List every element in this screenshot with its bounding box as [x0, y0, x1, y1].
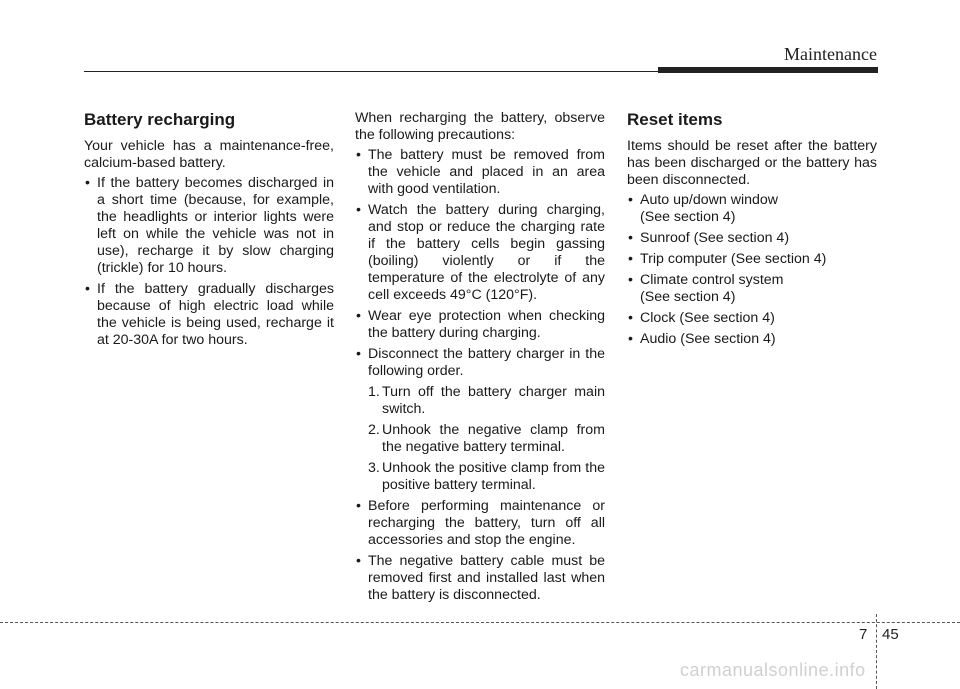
- watermark: carmanualsonline.info: [680, 660, 866, 680]
- column-battery-recharging: [84, 110, 334, 353]
- item-line: Auto up/down window: [640, 192, 779, 208]
- step-number: 1.: [368, 384, 380, 400]
- footer-rule: [0, 622, 960, 623]
- battery-bullet-list: [84, 175, 334, 349]
- chapter-number: 7: [859, 626, 868, 643]
- item-line: Trip computer (See section 4): [640, 251, 827, 267]
- step-number: 2.: [368, 422, 380, 438]
- step-text: Unhook the negative clamp from the negative battery terminal.: [382, 422, 605, 455]
- header-rule: [84, 71, 658, 72]
- list-item: • Wear eye protection when checking the battery during charging.: [355, 308, 605, 342]
- disconnect-steps: [368, 384, 605, 494]
- step-item: [368, 384, 605, 418]
- step-text: Unhook the positive clamp from the positive battery terminal.: [382, 460, 605, 493]
- column-precautions: [355, 110, 605, 608]
- header-rule-accent: [658, 67, 878, 73]
- battery-intro: Your vehicle has a maintenance-free, calcium-based battery.: [84, 138, 334, 171]
- list-item-text: Disconnect the battery charger in the following order.: [368, 346, 605, 379]
- page-number: 45: [882, 626, 899, 643]
- item-line: Clock (See section 4): [640, 310, 775, 326]
- list-item: • If the battery gradually discharges because of high electric load while the vehicle is being used, recharge it at 20-30A for two hours.: [84, 281, 334, 349]
- precautions-bullet-list: [355, 147, 605, 604]
- item-line: Sunroof (See section 4): [640, 230, 790, 246]
- list-item: [627, 230, 877, 247]
- reset-items-heading: Reset items: [627, 110, 723, 129]
- list-item: • Before performing maintenance or recharging the battery, turn off all accessories and stop the engine.: [355, 498, 605, 549]
- list-item: • If the battery becomes discharged in a short time (because, for example, the headlights or interior lights were left on while the vehicle was not in use), recharge it by slow charging (trickle) for 10 hours.: [84, 175, 334, 277]
- list-item: • Watch the battery during charging, and stop or reduce the charging rate if the battery cells begin gassing (boiling) violently or if the temperature of the electrolyte of any cell exceeds 49°C (120°F).: [355, 202, 605, 304]
- list-item: [627, 192, 877, 226]
- list-item: • The negative battery cable must be removed first and installed last when the battery is disconnected.: [355, 553, 605, 604]
- step-item: [368, 460, 605, 494]
- reset-intro: Items should be reset after the battery has been discharged or the battery has been disconnected.: [627, 138, 877, 188]
- column-reset-items: [627, 110, 877, 352]
- precautions-intro: When recharging the battery, observe the following precautions:: [355, 110, 605, 143]
- section-title: Maintenance: [784, 44, 877, 64]
- list-item-disconnect-order: [355, 346, 605, 494]
- list-item: • The battery must be removed from the vehicle and placed in an area with good ventilation.: [355, 147, 605, 198]
- item-line: (See section 4): [640, 289, 736, 305]
- list-item: [627, 272, 877, 306]
- list-item: [627, 310, 877, 327]
- list-item: [627, 251, 877, 268]
- item-line: (See section 4): [640, 209, 736, 225]
- footer-divider: [876, 614, 877, 689]
- battery-recharging-heading: Battery recharging: [84, 110, 236, 129]
- reset-items-list: [627, 192, 877, 348]
- step-text: Turn off the battery charger main switch.: [382, 384, 605, 417]
- item-line: Climate control system: [640, 272, 784, 288]
- item-line: Audio (See section 4): [640, 331, 776, 347]
- list-item: [627, 331, 877, 348]
- step-number: 3.: [368, 460, 380, 476]
- step-item: [368, 422, 605, 456]
